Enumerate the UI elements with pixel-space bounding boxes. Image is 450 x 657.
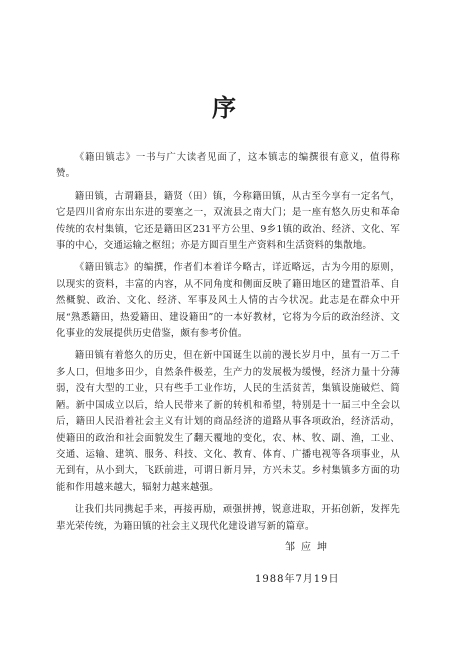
paragraph: 籍田镇，古谓籍县，籍贤（田）镇，今称籍田镇，从古至今享有一定名气，它是四川省府东出东进的要塞之一，双流县之南大门；是一座有悠久历史和革命传统的农村集镇，它还是籍田区231平方公里、9乡1镇的政治、经济、文化、军事的中心，交通运输之枢纽；亦是方圆百里生产资料和生活资料的集散地。 bbox=[56, 190, 400, 252]
author-name: 邹应坤 bbox=[285, 542, 333, 553]
paragraph: 《籍田镇志》一书与广大读者见面了，这本镇志的编撰很有意义，值得称赞。 bbox=[56, 152, 400, 180]
preface-body bbox=[56, 150, 400, 541]
paragraph: 让我们共同携起手来，再接再励，顽强拼搏，锐意进取，开拓创新，发挥先辈光荣传统，为籍田镇的社会主义现代化建设谱写新的篇章。 bbox=[56, 504, 400, 532]
signature-date: 1988年7月19日 bbox=[255, 574, 340, 585]
paragraph: 《籍田镇志》的编撰，作者们本着详今略古，详近略远，古为今用的原则，以现实的资料，丰富的内容，从不同角度和侧面反映了籍田地区的建置沿革、自然概貌、政治、文化、经济、军事及风土人情的古今状况。此志是在群众中开展“熟悉籍田，热爱籍田、建设籍田”的一本好教材，它将为今后的政治经济、文化事业的发展提供历史借鉴，颇有参考价值。 bbox=[56, 262, 400, 340]
page-title: 序 bbox=[212, 93, 238, 122]
paragraph: 籍田镇有着悠久的历史，但在新中国诞生以前的漫长岁月中，虽有一万二千多人口，但地多田少，自然条件极差，生产力的发展极为缓慢，经济力量十分薄弱，没有大型的工业，只有些手工业作坊，人民的生活贫苦，集镇设施破烂、简陋。新中国成立以后，给人民带来了新的转机和希望，特别是十一届三中全会以后，籍田人民沿着社会主义有计划的商品经济的道路从事各项政治，经济活动，使籍田的政治和社会面貌发生了翻天覆地的变化，农、林、牧、副、渔，工业、交通、运输、建筑、服务、科技、文化、教育、体育、广播电视等各项事业，从无到有，从小到大，飞跃前进，可谓日新月异，方兴未艾。乡村集镇多方面的功能和作用越来越大，辐射力越来越强。 bbox=[56, 350, 400, 493]
